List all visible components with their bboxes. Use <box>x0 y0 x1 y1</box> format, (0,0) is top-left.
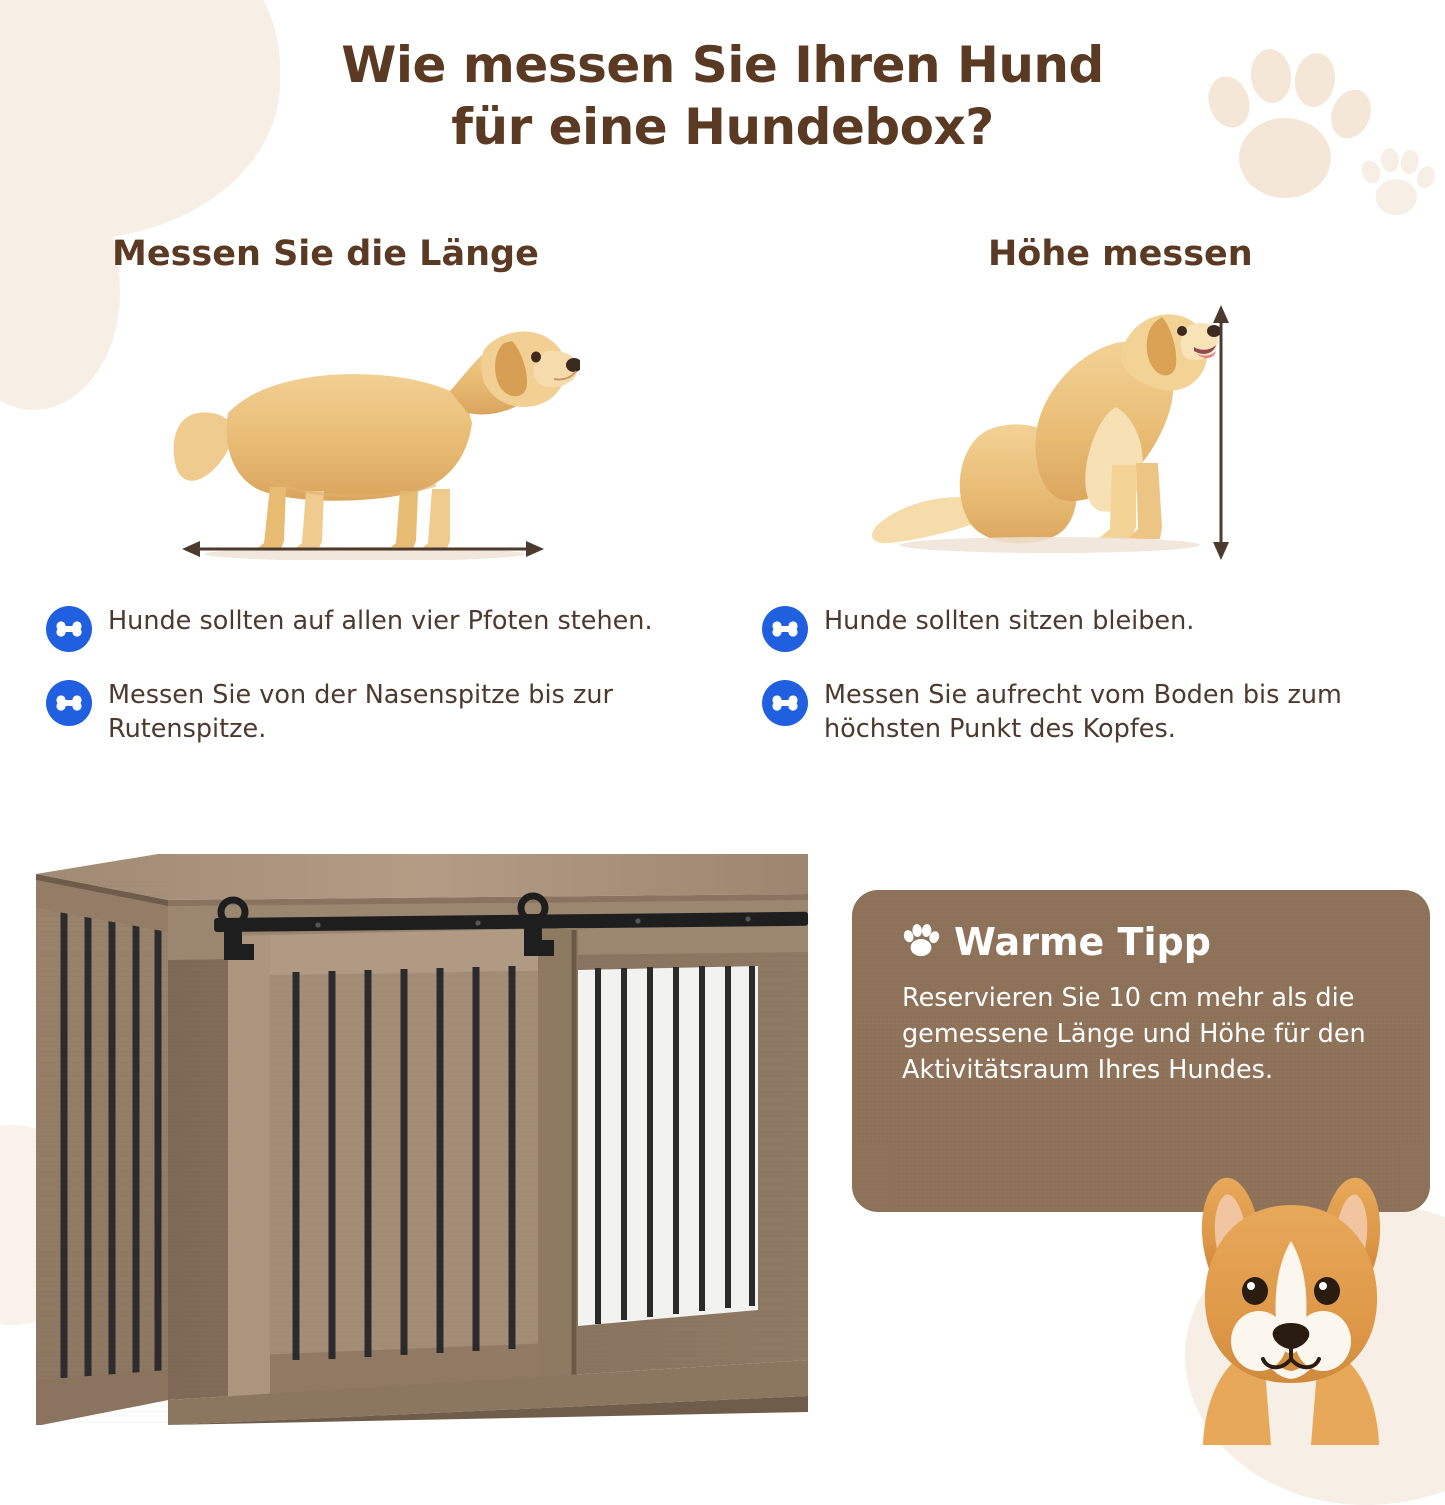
height-bullet-list <box>762 604 1402 773</box>
warm-tip-header <box>902 920 1396 964</box>
warm-tip-text: Reservieren Sie 10 cm mehr als die gemessene Länge und Höhe für den Aktivitätsraum Ihres Hundes. <box>902 983 1366 1086</box>
page-title <box>0 34 1445 158</box>
list-item-label: Hunde sollten sitzen bleiben. <box>824 606 1195 636</box>
height-measure-arrow-icon <box>1208 305 1234 560</box>
bone-icon <box>46 680 92 726</box>
bone-icon <box>46 606 92 652</box>
product-crate-image <box>18 840 818 1425</box>
list-item-label: Messen Sie von der Nasenspitze bis zur Rutenspitze. <box>108 680 613 745</box>
list-item-label: Hunde sollten auf allen vier Pfoten stehen. <box>108 606 653 636</box>
length-measure-arrow-icon <box>182 536 544 562</box>
list-item <box>46 604 686 652</box>
page-title-line-1: Wie messen Sie Ihren Hund <box>341 36 1104 94</box>
bone-icon <box>762 606 808 652</box>
warm-tip-title: Warme Tipp <box>954 920 1211 964</box>
list-item <box>46 678 686 747</box>
section-title-length: Messen Sie die Länge <box>112 234 539 274</box>
page-title-line-2: für eine Hundebox? <box>451 98 994 156</box>
dog-sitting-image <box>860 295 1220 560</box>
paw-icon <box>902 922 940 962</box>
dog-standing-image <box>150 295 580 560</box>
list-item <box>762 678 1402 747</box>
list-item <box>762 604 1402 652</box>
length-bullet-list <box>46 604 686 773</box>
corgi-image <box>1151 1145 1431 1445</box>
list-item-label: Messen Sie aufrecht vom Boden bis zum höchsten Punkt des Kopfes. <box>824 680 1342 745</box>
bone-icon <box>762 680 808 726</box>
section-title-height: Höhe messen <box>988 234 1253 274</box>
